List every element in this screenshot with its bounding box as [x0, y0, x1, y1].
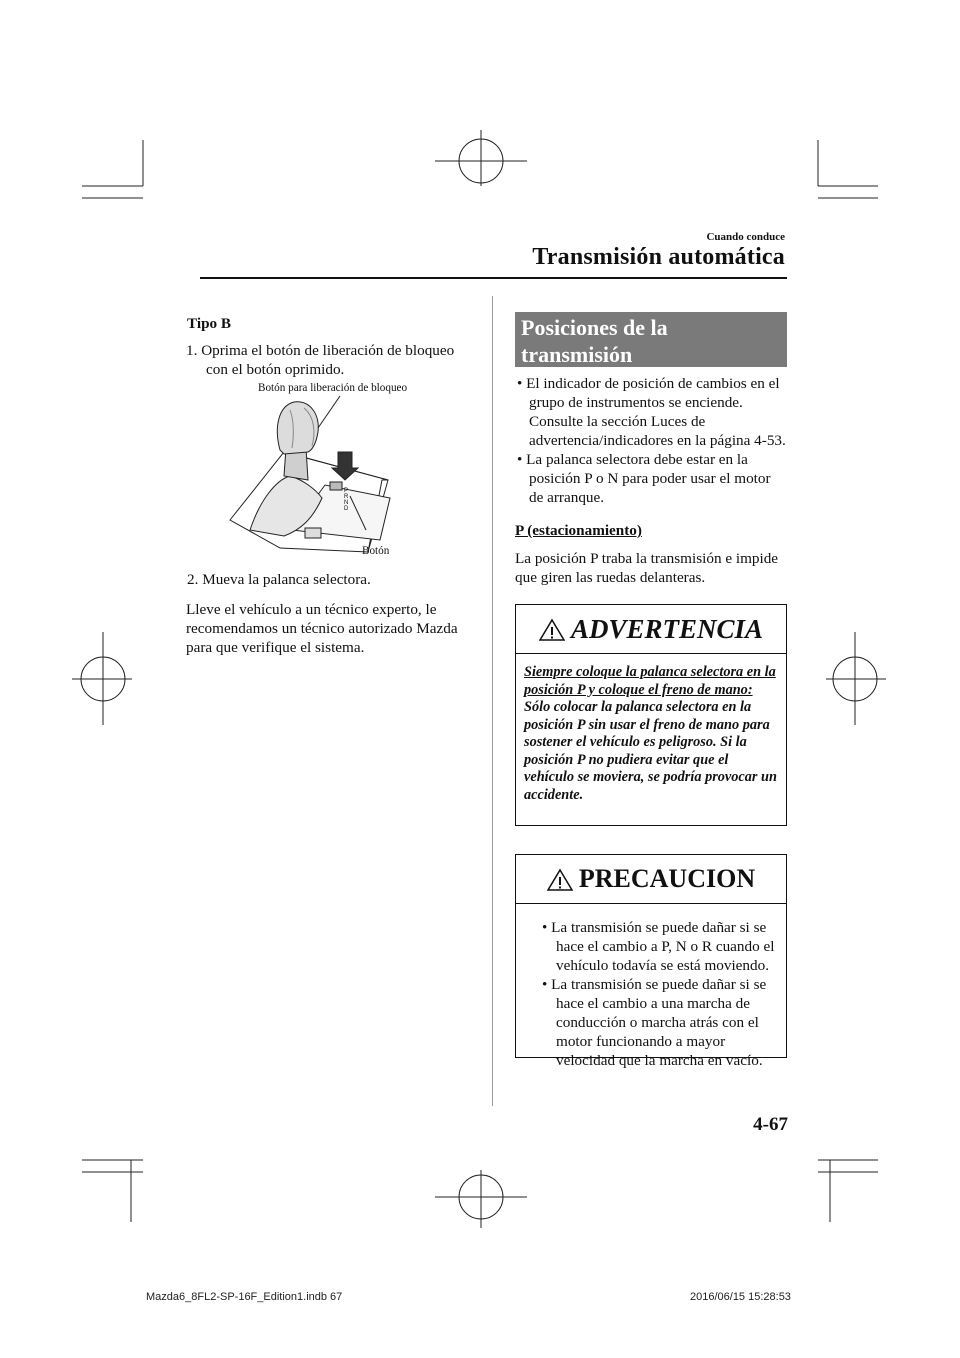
warning-body: [516, 654, 786, 804]
gate-letters: [344, 488, 348, 512]
warning-emphasis: Siempre coloque la palanca selectora en la posición P y coloque el freno de mano:: [524, 664, 776, 698]
step-2: 2. Mueva la palanca selectora.: [187, 571, 371, 588]
bullet-item: • La palanca selectora debe estar en la posición P o N para poder usar el motor de arranque.: [517, 451, 771, 506]
caution-triangle-icon: [547, 868, 573, 891]
gate-letter: N: [344, 500, 349, 506]
service-note: Lleve el vehículo a un técnico experto, le recomendamos un técnico autorizado Mazda para que verifique el sistema.: [186, 601, 458, 656]
header-title: Transmisión automática: [532, 244, 785, 270]
footer-timestamp: 2016/06/15 15:28:53: [690, 1291, 791, 1303]
header-rule: [200, 277, 787, 279]
subheading-text: La posición P traba la transmisión e impide que giren las ruedas delanteras.: [515, 550, 779, 586]
warning-detail: Sólo colocar la palanca selectora en la posición P sin usar el freno de mano para sostener el vehículo es peligroso. Si la posición P no pudiera evitar que el vehículo se moviera, se podría provocar un accidente.: [524, 699, 777, 803]
left-column-lower: [186, 570, 470, 657]
column-divider: [492, 296, 493, 1106]
caution-title: PRECAUCION: [578, 864, 756, 893]
caution-box: [515, 854, 787, 1069]
left-column: [186, 314, 470, 379]
step-1: 1. Oprima el botón de liberación de bloqueo con el botón oprimido.: [186, 342, 455, 378]
warning-box: [515, 604, 787, 826]
warning-title: ADVERTENCIA: [570, 613, 764, 644]
type-label: Tipo B: [187, 315, 232, 332]
subheading: P (estacionamiento): [515, 522, 642, 539]
figure-label-button: Botón: [362, 545, 390, 557]
header-section: Cuando conduce: [706, 231, 785, 243]
section-title: Posiciones de la transmisión: [515, 312, 787, 367]
caution-body: [516, 904, 786, 1070]
gate-letter: R: [344, 494, 349, 500]
right-column: [515, 374, 787, 587]
shift-lever-illustration: [220, 380, 470, 560]
page-number: 4-67: [753, 1114, 788, 1135]
warning-triangle-icon: [539, 618, 565, 641]
gate-letter: P: [344, 488, 349, 494]
caution-item: • La transmisión se puede dañar si se hace el cambio a una marcha de conducción o marcha atrás con el motor funcionando a mayor velocidad que la marcha en vacío.: [542, 976, 767, 1069]
bullet-item: • El indicador de posición de cambios en el grupo de instrumentos se enciende. Consulte la sección Luces de advertencia/indicadores en la página 4-53.: [517, 375, 786, 449]
footer-file: Mazda6_8FL2-SP-16F_Edition1.indb 67: [146, 1291, 343, 1303]
figure-label-release: Botón para liberación de bloqueo: [258, 382, 408, 394]
caution-item: • La transmisión se puede dañar si se hace el cambio a P, N o R cuando el vehículo todavía se está moviendo.: [542, 919, 775, 974]
gate-letter: D: [344, 506, 349, 512]
warning-header: [516, 605, 786, 654]
caution-header: [516, 855, 786, 904]
shift-lever-figure: [220, 380, 470, 560]
